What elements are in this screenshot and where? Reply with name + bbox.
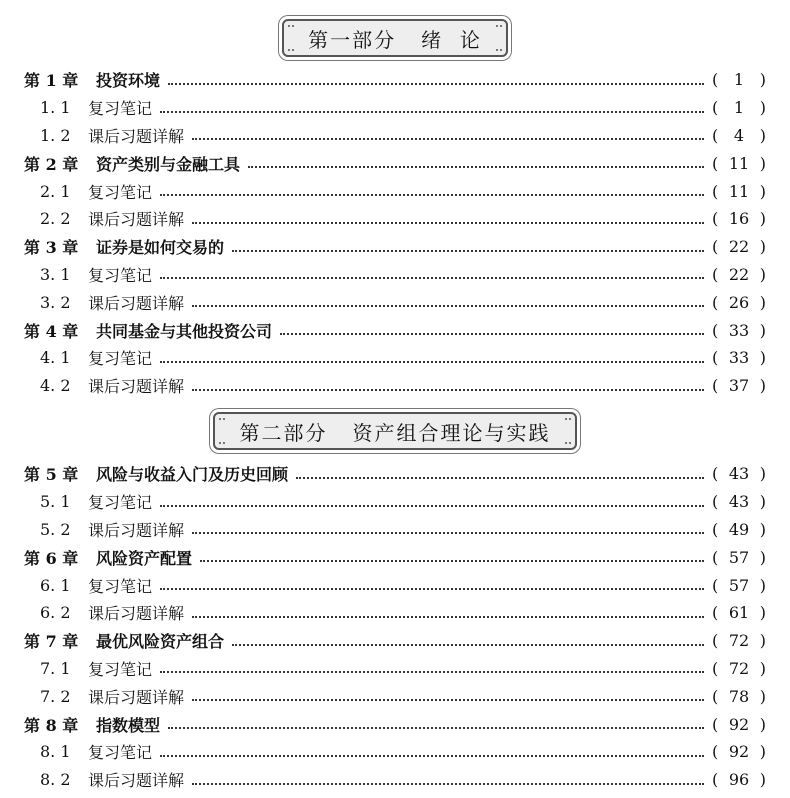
dot-leader bbox=[160, 194, 704, 196]
paren-open: ( bbox=[712, 70, 719, 90]
section-number: 5. 2 bbox=[40, 519, 71, 539]
section-title: 课后习题详解 bbox=[88, 771, 185, 791]
dot-leader bbox=[192, 222, 704, 224]
paren-open: ( bbox=[712, 686, 719, 706]
paren-open: ( bbox=[712, 98, 719, 118]
chapter-number: 第 7 章 bbox=[24, 632, 79, 652]
paren-close: ) bbox=[759, 125, 766, 145]
page-number-value: 49 bbox=[728, 519, 750, 539]
page-number bbox=[712, 520, 766, 539]
page-number bbox=[712, 548, 766, 567]
part-1-title: 第一部分 绪 论 bbox=[308, 27, 482, 52]
dot-leader bbox=[160, 361, 704, 363]
section-title: 复习笔记 bbox=[88, 182, 153, 202]
dot-leader bbox=[160, 671, 704, 673]
chapter-title: 最优风险资产组合 bbox=[96, 632, 225, 652]
chapter-title: 风险资产配置 bbox=[96, 548, 193, 568]
section-number: 4. 1 bbox=[40, 348, 71, 368]
toc-section-entry[interactable] bbox=[0, 288, 790, 316]
dot-leader bbox=[192, 532, 704, 534]
section-number: 7. 1 bbox=[40, 658, 71, 678]
paren-open: ( bbox=[712, 153, 719, 173]
paren-close: ) bbox=[759, 264, 766, 284]
paren-close: ) bbox=[759, 658, 766, 678]
paren-close: ) bbox=[759, 770, 766, 790]
paren-close: ) bbox=[759, 631, 766, 651]
chapter-title: 证券是如何交易的 bbox=[96, 238, 225, 258]
paren-open: ( bbox=[712, 519, 719, 539]
toc-section-entry[interactable] bbox=[0, 94, 790, 122]
page-number-value: 16 bbox=[728, 209, 750, 229]
section-number: 7. 2 bbox=[40, 686, 71, 706]
paren-open: ( bbox=[712, 770, 719, 790]
paren-close: ) bbox=[759, 575, 766, 595]
part-2-header bbox=[0, 405, 790, 457]
section-title: 课后习题详解 bbox=[88, 293, 185, 313]
page-number bbox=[712, 237, 766, 256]
page-number bbox=[712, 154, 766, 173]
paren-close: ) bbox=[759, 376, 766, 396]
dot-leader bbox=[168, 727, 704, 729]
paren-open: ( bbox=[712, 575, 719, 595]
paren-open: ( bbox=[712, 742, 719, 762]
toc-section-entry[interactable] bbox=[0, 488, 790, 516]
page-number bbox=[712, 182, 766, 201]
paren-open: ( bbox=[712, 376, 719, 396]
section-title: 课后习题详解 bbox=[88, 377, 185, 397]
section-number: 1. 2 bbox=[40, 125, 71, 145]
page-number bbox=[712, 70, 766, 89]
page-number-value: 72 bbox=[728, 631, 750, 651]
page-number bbox=[712, 321, 766, 340]
toc-section-entry[interactable] bbox=[0, 372, 790, 400]
paren-close: ) bbox=[759, 237, 766, 257]
page-number bbox=[712, 293, 766, 312]
page-number-value: 1 bbox=[733, 70, 745, 90]
page-number-value: 92 bbox=[728, 714, 750, 734]
page-number-value: 4 bbox=[733, 125, 745, 145]
page-number bbox=[712, 576, 766, 595]
chapter-number: 第 1 章 bbox=[24, 71, 79, 91]
paren-open: ( bbox=[712, 348, 719, 368]
paren-close: ) bbox=[759, 714, 766, 734]
paren-open: ( bbox=[712, 631, 719, 651]
page-number-value: 11 bbox=[728, 153, 750, 173]
paren-open: ( bbox=[712, 264, 719, 284]
page-number-value: 72 bbox=[728, 658, 750, 678]
page-number bbox=[712, 492, 766, 511]
part-1-banner bbox=[282, 19, 508, 57]
dot-leader bbox=[160, 111, 704, 113]
toc-chapter-entry[interactable] bbox=[0, 627, 790, 655]
page-number-value: 37 bbox=[728, 376, 750, 396]
page-number bbox=[712, 603, 766, 622]
dot-leader bbox=[192, 699, 704, 701]
paren-close: ) bbox=[759, 292, 766, 312]
section-title: 复习笔记 bbox=[88, 349, 153, 369]
toc-chapter-entry[interactable] bbox=[0, 710, 790, 738]
section-title: 复习笔记 bbox=[88, 493, 153, 513]
toc-section-entry[interactable] bbox=[0, 516, 790, 544]
chapter-number: 第 2 章 bbox=[24, 154, 79, 174]
paren-close: ) bbox=[759, 742, 766, 762]
dot-leader bbox=[192, 389, 704, 391]
chapter-number: 第 5 章 bbox=[24, 465, 79, 485]
toc-section-entry[interactable] bbox=[0, 205, 790, 233]
page-number bbox=[712, 770, 766, 789]
dot-leader bbox=[232, 250, 704, 252]
paren-close: ) bbox=[759, 70, 766, 90]
paren-open: ( bbox=[712, 209, 719, 229]
page-number-value: 33 bbox=[728, 348, 750, 368]
page-number bbox=[712, 348, 766, 367]
dot-leader bbox=[192, 305, 704, 307]
section-title: 课后习题详解 bbox=[88, 210, 185, 230]
paren-close: ) bbox=[759, 492, 766, 512]
section-title: 复习笔记 bbox=[88, 265, 153, 285]
toc-section-entry[interactable] bbox=[0, 571, 790, 599]
section-number: 8. 2 bbox=[40, 770, 71, 790]
dot-leader bbox=[168, 83, 704, 85]
toc-section-entry[interactable] bbox=[0, 599, 790, 627]
paren-open: ( bbox=[712, 492, 719, 512]
dot-leader bbox=[296, 477, 704, 479]
part-2-title: 第二部分 资产组合理论与实践 bbox=[239, 420, 551, 445]
toc-section-entry[interactable] bbox=[0, 177, 790, 205]
page-number bbox=[712, 464, 766, 483]
paren-close: ) bbox=[759, 686, 766, 706]
paren-close: ) bbox=[759, 603, 766, 623]
page-number-value: 1 bbox=[733, 98, 745, 118]
page-number bbox=[712, 715, 766, 734]
page-number bbox=[712, 376, 766, 395]
section-title: 复习笔记 bbox=[88, 99, 153, 119]
paren-open: ( bbox=[712, 320, 719, 340]
page-number bbox=[712, 631, 766, 650]
dot-leader bbox=[192, 783, 704, 785]
page-number-value: 78 bbox=[728, 686, 750, 706]
dot-leader bbox=[160, 505, 704, 507]
page-number-value: 43 bbox=[728, 492, 750, 512]
paren-close: ) bbox=[759, 547, 766, 567]
toc-section-entry[interactable] bbox=[0, 655, 790, 683]
section-number: 6. 2 bbox=[40, 603, 71, 623]
section-title: 课后习题详解 bbox=[88, 126, 185, 146]
toc-chapter-entry[interactable] bbox=[0, 316, 790, 344]
section-title: 复习笔记 bbox=[88, 576, 153, 596]
section-title: 复习笔记 bbox=[88, 743, 153, 763]
page-number-value: 22 bbox=[728, 264, 750, 284]
toc-section-entry[interactable] bbox=[0, 344, 790, 372]
chapter-title: 共同基金与其他投资公司 bbox=[96, 321, 273, 341]
dot-leader bbox=[160, 277, 704, 279]
section-number: 6. 1 bbox=[40, 575, 71, 595]
paren-close: ) bbox=[759, 320, 766, 340]
chapter-title: 资产类别与金融工具 bbox=[96, 154, 241, 174]
page-number-value: 96 bbox=[728, 770, 750, 790]
section-number: 4. 2 bbox=[40, 376, 71, 396]
page-number-value: 57 bbox=[728, 575, 750, 595]
dot-leader bbox=[160, 588, 704, 590]
dot-leader bbox=[248, 166, 704, 168]
page-number bbox=[712, 265, 766, 284]
chapter-title: 风险与收益入门及历史回顾 bbox=[96, 465, 289, 485]
chapter-number: 第 3 章 bbox=[24, 238, 79, 258]
toc-chapter-entry[interactable] bbox=[0, 460, 790, 488]
section-number: 3. 2 bbox=[40, 292, 71, 312]
paren-open: ( bbox=[712, 464, 719, 484]
paren-open: ( bbox=[712, 714, 719, 734]
page-number-value: 61 bbox=[728, 603, 750, 623]
paren-open: ( bbox=[712, 125, 719, 145]
paren-close: ) bbox=[759, 464, 766, 484]
toc-section-entry[interactable] bbox=[0, 122, 790, 150]
toc-section-entry[interactable] bbox=[0, 682, 790, 710]
paren-close: ) bbox=[759, 209, 766, 229]
toc-section-entry[interactable] bbox=[0, 261, 790, 289]
dot-leader bbox=[280, 333, 704, 335]
paren-open: ( bbox=[712, 292, 719, 312]
chapter-number: 第 4 章 bbox=[24, 321, 79, 341]
paren-open: ( bbox=[712, 237, 719, 257]
section-title: 课后习题详解 bbox=[88, 604, 185, 624]
page-number bbox=[712, 98, 766, 117]
page-number-value: 33 bbox=[728, 320, 750, 340]
part-1-header bbox=[0, 12, 790, 64]
paren-close: ) bbox=[759, 348, 766, 368]
section-title: 课后习题详解 bbox=[88, 520, 185, 540]
toc-chapter-entry[interactable] bbox=[0, 543, 790, 571]
section-number: 3. 1 bbox=[40, 264, 71, 284]
dot-leader bbox=[200, 560, 704, 562]
dot-leader bbox=[192, 616, 704, 618]
page-number bbox=[712, 659, 766, 678]
page-number-value: 43 bbox=[728, 464, 750, 484]
section-number: 2. 2 bbox=[40, 209, 71, 229]
page-number-value: 57 bbox=[728, 547, 750, 567]
chapter-title: 投资环境 bbox=[96, 71, 161, 91]
chapter-title: 指数模型 bbox=[96, 715, 161, 735]
paren-close: ) bbox=[759, 519, 766, 539]
toc-chapter-entry[interactable] bbox=[0, 66, 790, 94]
toc-section-entry[interactable] bbox=[0, 766, 790, 794]
section-number: 1. 1 bbox=[40, 98, 71, 118]
page-number-value: 11 bbox=[728, 181, 750, 201]
section-number: 8. 1 bbox=[40, 742, 71, 762]
paren-close: ) bbox=[759, 153, 766, 173]
paren-close: ) bbox=[759, 181, 766, 201]
section-number: 5. 1 bbox=[40, 492, 71, 512]
page-number bbox=[712, 742, 766, 761]
page-number bbox=[712, 209, 766, 228]
toc-chapter-entry[interactable] bbox=[0, 233, 790, 261]
page-number bbox=[712, 126, 766, 145]
page-number-value: 92 bbox=[728, 742, 750, 762]
paren-open: ( bbox=[712, 547, 719, 567]
section-title: 复习笔记 bbox=[88, 659, 153, 679]
page-number-value: 26 bbox=[728, 292, 750, 312]
part-2-banner bbox=[213, 412, 576, 450]
part-1-toc-list bbox=[0, 66, 790, 400]
paren-open: ( bbox=[712, 181, 719, 201]
part-2-toc-list bbox=[0, 460, 790, 794]
section-number: 2. 1 bbox=[40, 181, 71, 201]
chapter-number: 第 6 章 bbox=[24, 548, 79, 568]
chapter-number: 第 8 章 bbox=[24, 715, 79, 735]
dot-leader bbox=[160, 755, 704, 757]
page-number-value: 22 bbox=[728, 237, 750, 257]
toc-chapter-entry[interactable] bbox=[0, 149, 790, 177]
dot-leader bbox=[192, 138, 704, 140]
paren-open: ( bbox=[712, 603, 719, 623]
dot-leader bbox=[232, 644, 704, 646]
paren-open: ( bbox=[712, 658, 719, 678]
section-title: 课后习题详解 bbox=[88, 687, 185, 707]
toc-section-entry[interactable] bbox=[0, 738, 790, 766]
page-number bbox=[712, 687, 766, 706]
paren-close: ) bbox=[759, 98, 766, 118]
